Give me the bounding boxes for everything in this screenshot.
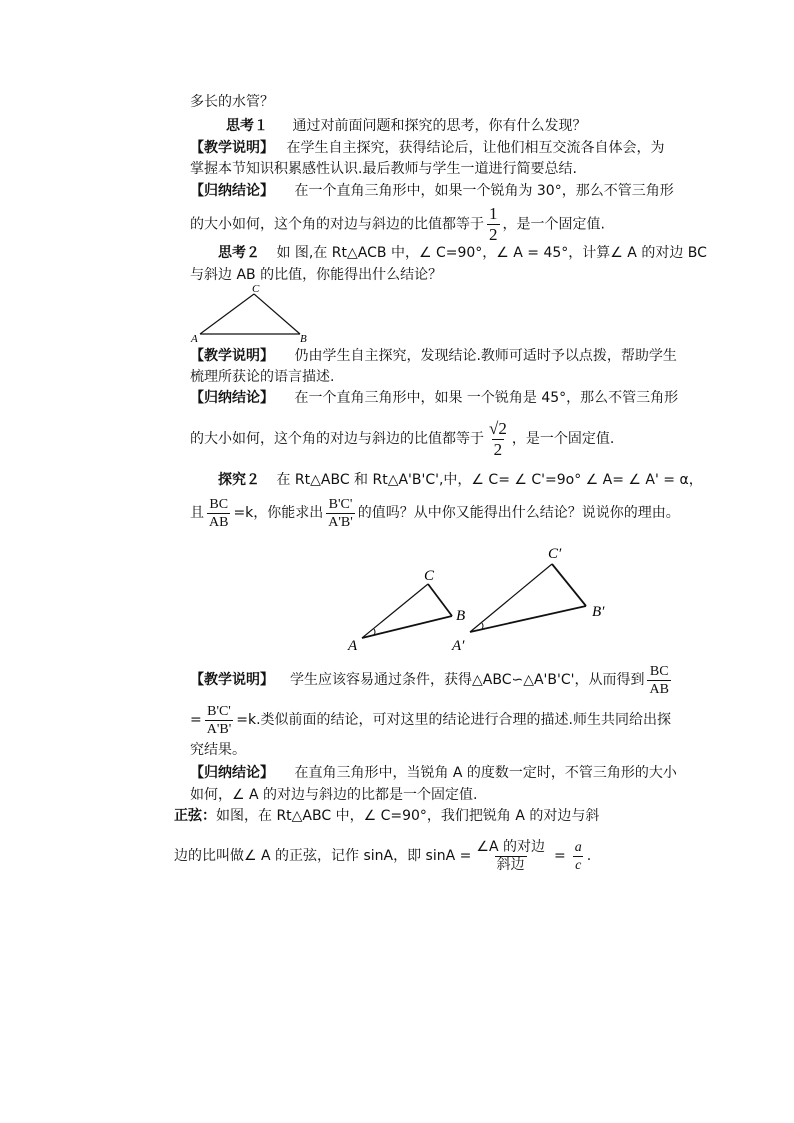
text-line-7 <box>218 243 707 263</box>
conclusion-3-text: 在直角三角形中，当锐角 A 的度数一定时，不管三角形的大小 <box>294 765 677 781</box>
explore-2-text: 在 Rt△ABC 和 Rt△A'B'C',中，∠ C= ∠ C'=9o° ∠ A= ∠ A' = α， <box>276 472 703 488</box>
text-line-9 <box>190 346 677 366</box>
teaching-note-2-heading: 【教学说明】 <box>190 348 274 364</box>
text-line-19 <box>190 785 477 805</box>
line-6-pre: 的大小如何，这个角的对边与斜边的比值都等于 <box>190 216 484 233</box>
sine-text: 如图，在 Rt△ABC 中，∠ C=90°，我们把锐角 A 的对边与斜 <box>216 808 600 824</box>
large-side-cb <box>552 564 586 606</box>
vertex-label-b: B <box>300 333 307 344</box>
fraction-bc-ab <box>207 496 230 531</box>
line-16-pre: = <box>190 712 202 728</box>
text-line-3 <box>190 138 664 158</box>
line-21-pre: 边的比叫做∠ A 的正弦，记作 sinA，即 sinA = <box>174 848 472 864</box>
large-side-ac <box>470 564 552 632</box>
fraction-denominator: 2 <box>489 225 498 244</box>
line-4-text: 掌握本节知识积累感性认识.最后教师与学生一道进行简要总结. <box>190 161 577 177</box>
teaching-note-heading: 【教学说明】 <box>190 140 274 156</box>
text-line-16 <box>190 700 671 740</box>
small-vertex-a: A <box>348 638 358 654</box>
fraction-denominator: c <box>575 857 582 873</box>
think-1-heading: 思考１ <box>226 118 268 134</box>
fraction-denominator: A'B' <box>206 721 232 737</box>
large-vertex-b: B′ <box>592 604 605 620</box>
fraction-denominator: AB <box>649 681 669 697</box>
line-14-post: 的值吗？从中你又能得出什么结论？说说你的理由。 <box>357 505 680 521</box>
think-2-text: 如 图,在 Rt△ACB 中，∠ C=90°，∠ A = 45°，计算∠ A 的对边 BC <box>276 245 707 261</box>
fraction-b1c1-a1b1-2 <box>205 703 234 738</box>
text-line-4 <box>190 159 577 179</box>
large-side-ab <box>470 606 586 632</box>
text-line-15 <box>190 660 674 700</box>
line-21-post: . <box>586 848 592 864</box>
line-17-text: 究结果。 <box>190 742 246 758</box>
line-12-post: ，是一个固定值. <box>511 431 615 447</box>
fraction-numerator: BC <box>209 496 229 512</box>
side-ac <box>200 294 254 334</box>
line-8-text: 与斜边 AB 的比值，你能得出什么结论？ <box>190 267 443 283</box>
vertex-label-a: A <box>191 333 198 344</box>
text-line-5 <box>190 181 674 201</box>
large-vertex-a: A′ <box>452 638 465 654</box>
line-10-text: 梳理所获论的语言描述. <box>190 369 335 385</box>
text-line-1 <box>190 92 274 112</box>
line-12-pre: 的大小如何，这个角的对边与斜边的比值都等于 <box>190 431 484 447</box>
text-line-2 <box>226 116 586 136</box>
text-line-10 <box>190 367 334 387</box>
fraction-numerator: BC <box>649 663 669 679</box>
fraction-numerator: B'C' <box>328 496 353 512</box>
fraction-numerator: √2 <box>489 418 507 438</box>
small-vertex-b: B <box>456 608 466 624</box>
triangle-figure-1 <box>188 282 318 344</box>
conclusion-heading: 【归纳结论】 <box>190 183 274 199</box>
text-line-18 <box>190 763 677 783</box>
conclusion-3-heading: 【归纳结论】 <box>190 765 274 781</box>
think-2-heading: 思考２ <box>218 245 260 261</box>
text-line-14 <box>190 492 680 534</box>
similar-triangles-figure <box>340 540 630 655</box>
line-16-text: =k.类似前面的结论，可对这里的结论进行合理的描述.师生共同给出探 <box>236 712 671 728</box>
small-side-cb <box>428 584 452 616</box>
side-cb <box>254 294 300 334</box>
fraction-denominator: AB <box>209 514 229 530</box>
fraction-a-over-c <box>573 839 584 874</box>
fraction-numerator: B'C' <box>207 703 231 719</box>
text-line-13 <box>218 470 703 490</box>
fraction-b1c1-a1b1 <box>326 496 355 531</box>
fraction-denominator: 2 <box>493 439 503 459</box>
text-line-11 <box>190 388 678 408</box>
small-angle-arc <box>374 629 375 635</box>
text-line-6 <box>190 204 605 245</box>
fraction-numerator: ∠A 的对边 <box>476 838 545 855</box>
teaching-note-3-text: 学生应该容易通过条件，获得△ABC∽△A'B'C'，从而得到 <box>290 672 645 688</box>
line-14-mid: =k，你能求出 <box>233 505 324 521</box>
fraction-numerator: a <box>574 839 582 855</box>
large-angle-arc <box>482 623 483 629</box>
teaching-note-text: 在学生自主探究，获得结论后，让他们相互交流各自体会，为 <box>286 140 665 156</box>
text-line-17 <box>190 740 246 760</box>
text-line-12 <box>190 418 614 460</box>
conclusion-text: 在一个直角三角形中，如果一个锐角为 30°，那么不管三角形 <box>294 183 674 199</box>
line-6-post: ，是一个固定值. <box>502 216 605 233</box>
line-19-text: 如何，∠ A 的对边与斜边的比都是一个固定值. <box>190 787 478 803</box>
conclusion-2-heading: 【归纳结论】 <box>190 390 274 406</box>
text-line-21 <box>174 834 591 878</box>
fraction-opposite-over-hypotenuse <box>474 839 547 874</box>
teaching-note-3-heading: 【教学说明】 <box>190 672 274 688</box>
explore-2-heading: 探究２ <box>218 472 260 488</box>
fraction-denominator: 斜边 <box>496 856 525 873</box>
fraction-denominator: A'B' <box>328 514 353 530</box>
sine-heading: 正弦： <box>174 808 216 824</box>
fraction-sqrt2-over-2 <box>487 419 509 460</box>
fraction-bc-ab-2 <box>647 663 670 698</box>
line-1-text: 多长的水管？ <box>190 94 274 110</box>
teaching-note-2-text: 仍由学生自主探究，发现结论.教师可适时予以点拨，帮助学生 <box>294 348 677 364</box>
think-1-text: 通过对前面问题和探究的思考，你有什么发现？ <box>292 118 587 134</box>
small-vertex-c: C <box>424 568 435 584</box>
equals-sign: = <box>553 848 566 864</box>
fraction-one-half <box>487 204 500 245</box>
vertex-label-c: C <box>252 283 260 295</box>
fraction-numerator: 1 <box>489 204 498 223</box>
line-14-pre: 且 <box>190 505 204 521</box>
text-line-20 <box>174 806 599 826</box>
large-vertex-c: C′ <box>548 546 562 562</box>
conclusion-2-text: 在一个直角三角形中，如果 一个锐角是 45°，那么不管三角形 <box>294 390 679 406</box>
